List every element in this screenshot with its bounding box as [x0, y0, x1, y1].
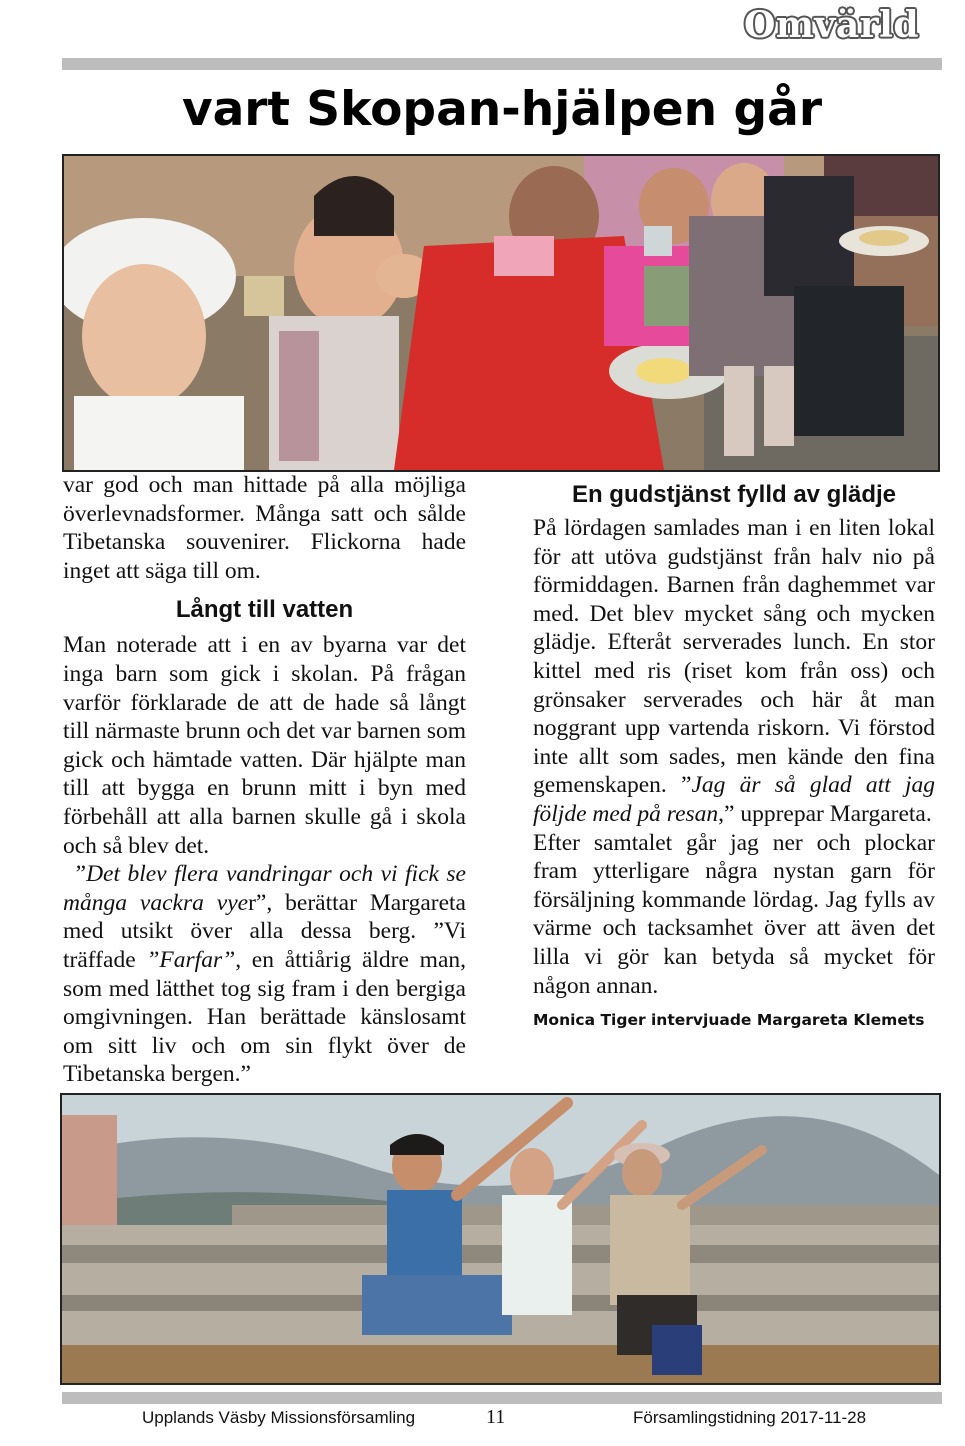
right-para-yarn: Efter samtalet går jag ner och plockar fram ytterligare några nystan garn för försäljning kommande lördag. Jag fylls av värme och tacksamhet över att även det lilla vi gör kan betyda så mycket för någon annan. — [533, 829, 935, 999]
subhead-service: En gudstjänst fylld av glädje — [571, 481, 897, 508]
quote-hikes: ”Det blev flera vandringar och vi fick se många vackra vye — [63, 861, 466, 916]
left-intro: var god och man hittade på alla möjliga överlevnadsformer. Många satt och sålde Tibetanska souvenirer. Flickorna hade inget att säga till om. — [63, 472, 466, 584]
left-para-hikes — [63, 860, 466, 1089]
top-rule — [62, 58, 942, 70]
right-text-2: ,” upprepar Margareta. — [718, 800, 932, 827]
section-label: Omvärld — [743, 4, 919, 46]
left-text-2: , en åttiårig äldre man, som med lätthet tog sig fram i den bergiga omgivningen. Han berättade känslosamt om sitt liv och om sin flykt över de Tibetanska bergen.” — [63, 946, 466, 1088]
footer-publisher: Upplands Väsby Missionsförsamling — [142, 1408, 416, 1427]
left-column — [63, 471, 466, 1089]
page-number: 11 — [486, 1406, 506, 1428]
left-text-1: r”, berättar Margareta med utsikt över alla dessa berg. ”Vi träffade — [63, 889, 466, 973]
quote-glad: Jag är så glad att jag följde med på resan — [533, 772, 936, 827]
right-text-1: På lördagen samlades man i en liten lokal för att utöva gudstjänst från halv nio på förmiddagen. Barnen från daghemmet var med. Det blev mycket sång och mycken glädje. Efteråt serverades lunch. En stor kittel med ris (riset kom från oss) och grönsaker serverades och här åt man noggrant upp vartenda riskorn. Vi förstod inte allt som sades, men kände den fina gemenskapen. ” — [533, 515, 935, 799]
photo-mountain-steps — [60, 1093, 941, 1385]
subhead-water: Långt till vatten — [175, 596, 354, 624]
byline: Monica Tiger intervjuade Margareta Klemets — [533, 1011, 925, 1030]
left-para-well: Man noterade att i en av byarna var det inga barn som gick i skolan. På frågan varför förklarade de att de hade så långt till närmaste brunn och det var barnen som gick och hämtade vatten. Där hjälpte man till att bygga en brunn mitt i byn med förbehåll att alla barnen skulle gå i skola och så blev det. — [63, 632, 466, 859]
bottom-rule — [62, 1392, 942, 1404]
right-column — [533, 480, 935, 1030]
footer-issue: Församlingstidning 2017-11-28 — [633, 1408, 867, 1427]
quote-farfar: ”Farfar” — [146, 946, 236, 973]
headline: vart Skopan-hjälpen går — [181, 82, 823, 137]
photo-children-eating — [62, 154, 940, 472]
right-para-service — [533, 514, 935, 829]
